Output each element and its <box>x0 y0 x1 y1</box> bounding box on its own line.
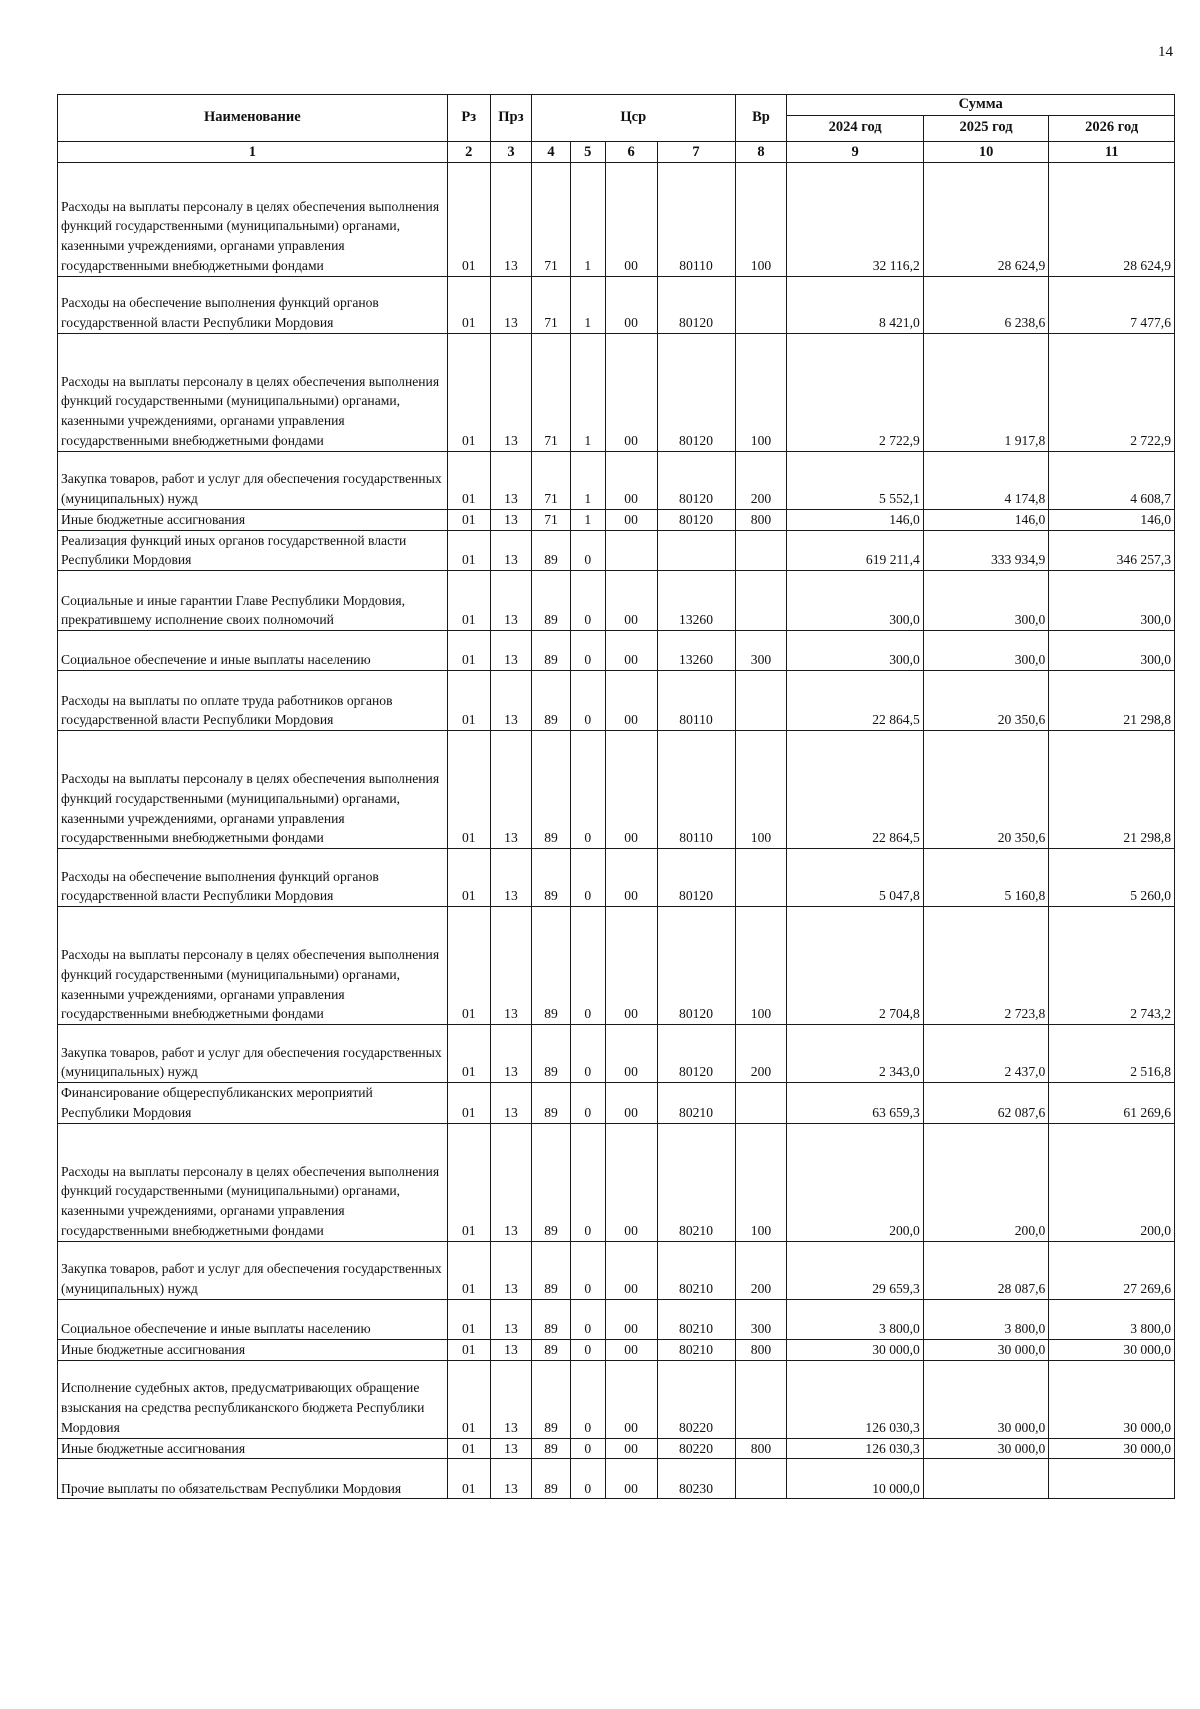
row-prz: 13 <box>490 1025 531 1083</box>
row-vr <box>735 1459 787 1499</box>
row-rz: 01 <box>447 1025 490 1083</box>
row-csr-4: 80220 <box>657 1438 735 1459</box>
row-csr-2: 0 <box>570 1083 605 1124</box>
row-prz: 13 <box>490 849 531 907</box>
row-csr-4: 13260 <box>657 571 735 631</box>
row-prz: 13 <box>490 1438 531 1459</box>
row-csr-4: 80110 <box>657 731 735 849</box>
row-rz: 01 <box>447 276 490 333</box>
row-amount-2025: 30 000,0 <box>923 1339 1049 1360</box>
row-amount-2025: 2 437,0 <box>923 1025 1049 1083</box>
column-number: 2 <box>447 141 490 162</box>
column-number: 11 <box>1049 141 1175 162</box>
row-prz: 13 <box>490 571 531 631</box>
table-row <box>58 849 1175 907</box>
row-csr-1: 89 <box>532 1299 571 1339</box>
row-amount-2026: 300,0 <box>1049 631 1175 671</box>
row-amount-2025: 30 000,0 <box>923 1438 1049 1459</box>
row-prz: 13 <box>490 1339 531 1360</box>
row-name: Расходы на обеспечение выполнения функций органов государственной власти Республики Мордовия <box>58 849 448 907</box>
column-number: 10 <box>923 141 1049 162</box>
row-csr-2: 0 <box>570 1360 605 1438</box>
row-vr: 300 <box>735 1299 787 1339</box>
row-prz: 13 <box>490 1459 531 1499</box>
row-amount-2026: 21 298,8 <box>1049 671 1175 731</box>
row-csr-1: 71 <box>532 509 571 530</box>
row-prz: 13 <box>490 509 531 530</box>
row-amount-2024: 2 722,9 <box>787 333 923 451</box>
row-csr-3: 00 <box>605 1123 657 1241</box>
row-vr: 200 <box>735 1025 787 1083</box>
column-number: 1 <box>58 141 448 162</box>
row-amount-2024: 22 864,5 <box>787 671 923 731</box>
row-amount-2024: 619 211,4 <box>787 530 923 571</box>
row-amount-2026: 2 722,9 <box>1049 333 1175 451</box>
row-csr-2: 0 <box>570 1339 605 1360</box>
row-name: Иные бюджетные ассигнования <box>58 1438 448 1459</box>
row-csr-4: 80120 <box>657 849 735 907</box>
row-amount-2024: 8 421,0 <box>787 276 923 333</box>
row-rz: 01 <box>447 1339 490 1360</box>
row-amount-2025: 20 350,6 <box>923 671 1049 731</box>
row-name: Закупка товаров, работ и услуг для обеспечения государственных (муниципальных) нужд <box>58 1241 448 1299</box>
row-csr-3: 00 <box>605 1339 657 1360</box>
column-number: 9 <box>787 141 923 162</box>
row-csr-1: 89 <box>532 1360 571 1438</box>
row-prz: 13 <box>490 276 531 333</box>
row-rz: 01 <box>447 1459 490 1499</box>
row-vr: 800 <box>735 509 787 530</box>
row-amount-2024: 30 000,0 <box>787 1339 923 1360</box>
row-rz: 01 <box>447 631 490 671</box>
row-csr-2: 1 <box>570 509 605 530</box>
header-name: Наименование <box>58 95 448 142</box>
row-name: Расходы на выплаты персоналу в целях обеспечения выполнения функций государственными (муниципальными) органами, казенными учреждениями, органами управления государственными внебюджетными фондами <box>58 162 448 276</box>
row-rz: 01 <box>447 451 490 509</box>
header-prz: Прз <box>490 95 531 142</box>
row-name: Расходы на выплаты персоналу в целях обеспечения выполнения функций государственными (муниципальными) органами, казенными учреждениями, органами управления государственными внебюджетными фондами <box>58 731 448 849</box>
row-csr-2: 0 <box>570 571 605 631</box>
row-amount-2026: 30 000,0 <box>1049 1438 1175 1459</box>
row-amount-2025: 200,0 <box>923 1123 1049 1241</box>
row-rz: 01 <box>447 1241 490 1299</box>
row-vr <box>735 530 787 571</box>
row-amount-2026: 346 257,3 <box>1049 530 1175 571</box>
row-prz: 13 <box>490 731 531 849</box>
table-row <box>58 1339 1175 1360</box>
row-amount-2025 <box>923 1459 1049 1499</box>
row-amount-2026: 2 516,8 <box>1049 1025 1175 1083</box>
table-row <box>58 1083 1175 1124</box>
row-vr <box>735 276 787 333</box>
row-csr-4: 80210 <box>657 1339 735 1360</box>
row-csr-2: 0 <box>570 731 605 849</box>
row-name: Социальное обеспечение и иные выплаты населению <box>58 631 448 671</box>
row-csr-3: 00 <box>605 907 657 1025</box>
table-row <box>58 530 1175 571</box>
table-header <box>58 95 1175 163</box>
row-csr-3: 00 <box>605 849 657 907</box>
row-vr <box>735 671 787 731</box>
table-row <box>58 333 1175 451</box>
row-amount-2025: 28 624,9 <box>923 162 1049 276</box>
row-csr-3: 00 <box>605 1299 657 1339</box>
row-csr-2: 1 <box>570 451 605 509</box>
row-csr-4: 80120 <box>657 451 735 509</box>
header-year-2024: 2024 год <box>787 115 923 141</box>
column-number: 8 <box>735 141 787 162</box>
table-row <box>58 1360 1175 1438</box>
column-number: 7 <box>657 141 735 162</box>
row-prz: 13 <box>490 1360 531 1438</box>
row-csr-4: 80120 <box>657 907 735 1025</box>
row-csr-3: 00 <box>605 1438 657 1459</box>
row-vr: 800 <box>735 1339 787 1360</box>
row-rz: 01 <box>447 907 490 1025</box>
row-csr-4: 80230 <box>657 1459 735 1499</box>
row-csr-4: 80110 <box>657 671 735 731</box>
row-prz: 13 <box>490 162 531 276</box>
row-amount-2025: 20 350,6 <box>923 731 1049 849</box>
row-csr-1: 89 <box>532 849 571 907</box>
row-name: Закупка товаров, работ и услуг для обеспечения государственных (муниципальных) нужд <box>58 451 448 509</box>
header-vr: Вр <box>735 95 787 142</box>
row-csr-3: 00 <box>605 671 657 731</box>
row-vr: 100 <box>735 1123 787 1241</box>
row-prz: 13 <box>490 671 531 731</box>
row-csr-2: 0 <box>570 1025 605 1083</box>
row-csr-1: 71 <box>532 451 571 509</box>
row-csr-4: 80210 <box>657 1299 735 1339</box>
table-row <box>58 571 1175 631</box>
row-rz: 01 <box>447 1299 490 1339</box>
row-csr-1: 89 <box>532 1241 571 1299</box>
row-amount-2026: 30 000,0 <box>1049 1339 1175 1360</box>
row-vr <box>735 571 787 631</box>
row-csr-1: 89 <box>532 1438 571 1459</box>
row-csr-1: 89 <box>532 731 571 849</box>
row-csr-3: 00 <box>605 1083 657 1124</box>
row-csr-1: 71 <box>532 276 571 333</box>
table-row <box>58 276 1175 333</box>
row-rz: 01 <box>447 333 490 451</box>
row-rz: 01 <box>447 849 490 907</box>
row-name: Социальные и иные гарантии Главе Республики Мордовия, прекратившему исполнение своих полномочий <box>58 571 448 631</box>
page-number: 14 <box>1158 44 1173 60</box>
column-number: 4 <box>532 141 571 162</box>
row-csr-3: 00 <box>605 571 657 631</box>
table-row <box>58 631 1175 671</box>
row-csr-4: 80110 <box>657 162 735 276</box>
table-row <box>58 671 1175 731</box>
row-csr-4: 80120 <box>657 509 735 530</box>
row-amount-2025: 28 087,6 <box>923 1241 1049 1299</box>
row-csr-2: 0 <box>570 1438 605 1459</box>
row-csr-1: 89 <box>532 671 571 731</box>
row-vr: 300 <box>735 631 787 671</box>
column-number: 6 <box>605 141 657 162</box>
row-amount-2024: 2 343,0 <box>787 1025 923 1083</box>
row-name: Расходы на выплаты по оплате труда работников органов государственной власти Республики Мордовия <box>58 671 448 731</box>
row-csr-2: 0 <box>570 671 605 731</box>
row-csr-2: 0 <box>570 1459 605 1499</box>
row-amount-2026: 5 260,0 <box>1049 849 1175 907</box>
row-name: Исполнение судебных актов, предусматривающих обращение взыскания на средства республиканского бюджета Республики Мордовия <box>58 1360 448 1438</box>
row-csr-3: 00 <box>605 1025 657 1083</box>
row-vr: 100 <box>735 731 787 849</box>
row-rz: 01 <box>447 509 490 530</box>
row-vr <box>735 1360 787 1438</box>
row-prz: 13 <box>490 907 531 1025</box>
row-name: Прочие выплаты по обязательствам Республики Мордовия <box>58 1459 448 1499</box>
row-csr-2: 1 <box>570 333 605 451</box>
row-amount-2025: 300,0 <box>923 571 1049 631</box>
row-csr-4: 80210 <box>657 1083 735 1124</box>
row-amount-2026: 27 269,6 <box>1049 1241 1175 1299</box>
column-number: 5 <box>570 141 605 162</box>
row-amount-2024: 300,0 <box>787 571 923 631</box>
row-prz: 13 <box>490 530 531 571</box>
row-rz: 01 <box>447 1123 490 1241</box>
row-amount-2025: 1 917,8 <box>923 333 1049 451</box>
row-prz: 13 <box>490 1299 531 1339</box>
row-csr-1: 89 <box>532 1339 571 1360</box>
table-body <box>58 162 1175 1499</box>
row-vr <box>735 1083 787 1124</box>
row-amount-2025: 300,0 <box>923 631 1049 671</box>
row-amount-2026: 3 800,0 <box>1049 1299 1175 1339</box>
row-vr: 100 <box>735 333 787 451</box>
row-vr <box>735 849 787 907</box>
row-name: Расходы на обеспечение выполнения функций органов государственной власти Республики Мордовия <box>58 276 448 333</box>
row-csr-3: 00 <box>605 451 657 509</box>
table-row <box>58 509 1175 530</box>
row-vr: 100 <box>735 162 787 276</box>
row-amount-2026: 200,0 <box>1049 1123 1175 1241</box>
row-csr-1: 89 <box>532 1123 571 1241</box>
row-rz: 01 <box>447 1083 490 1124</box>
row-amount-2026: 2 743,2 <box>1049 907 1175 1025</box>
row-amount-2026: 146,0 <box>1049 509 1175 530</box>
row-name: Финансирование общереспубликанских мероприятий Республики Мордовия <box>58 1083 448 1124</box>
row-csr-2: 1 <box>570 276 605 333</box>
row-amount-2024: 2 704,8 <box>787 907 923 1025</box>
row-csr-1: 89 <box>532 1025 571 1083</box>
row-csr-4: 80210 <box>657 1241 735 1299</box>
row-amount-2025: 333 934,9 <box>923 530 1049 571</box>
row-csr-1: 89 <box>532 571 571 631</box>
table-row <box>58 1438 1175 1459</box>
row-amount-2025: 6 238,6 <box>923 276 1049 333</box>
row-prz: 13 <box>490 1083 531 1124</box>
table-row <box>58 1025 1175 1083</box>
row-csr-1: 89 <box>532 530 571 571</box>
row-amount-2026: 7 477,6 <box>1049 276 1175 333</box>
row-amount-2024: 126 030,3 <box>787 1360 923 1438</box>
header-sum: Сумма <box>787 95 1175 116</box>
row-rz: 01 <box>447 731 490 849</box>
row-amount-2024: 146,0 <box>787 509 923 530</box>
row-vr: 200 <box>735 451 787 509</box>
row-csr-4: 13260 <box>657 631 735 671</box>
row-name: Закупка товаров, работ и услуг для обеспечения государственных (муниципальных) нужд <box>58 1025 448 1083</box>
row-vr: 100 <box>735 907 787 1025</box>
row-csr-4: 80120 <box>657 276 735 333</box>
column-number: 3 <box>490 141 531 162</box>
row-csr-2: 1 <box>570 162 605 276</box>
row-amount-2024: 5 047,8 <box>787 849 923 907</box>
row-csr-4: 80120 <box>657 1025 735 1083</box>
header-rz: Рз <box>447 95 490 142</box>
row-name: Иные бюджетные ассигнования <box>58 1339 448 1360</box>
table-row <box>58 1459 1175 1499</box>
row-csr-1: 89 <box>532 907 571 1025</box>
row-rz: 01 <box>447 1438 490 1459</box>
row-amount-2024: 63 659,3 <box>787 1083 923 1124</box>
row-amount-2024: 200,0 <box>787 1123 923 1241</box>
row-csr-3: 00 <box>605 162 657 276</box>
table-row <box>58 1123 1175 1241</box>
row-amount-2025: 2 723,8 <box>923 907 1049 1025</box>
row-csr-4 <box>657 530 735 571</box>
row-amount-2026: 4 608,7 <box>1049 451 1175 509</box>
table-row <box>58 907 1175 1025</box>
row-vr: 200 <box>735 1241 787 1299</box>
row-csr-2: 0 <box>570 631 605 671</box>
row-amount-2025: 146,0 <box>923 509 1049 530</box>
row-name: Расходы на выплаты персоналу в целях обеспечения выполнения функций государственными (муниципальными) органами, казенными учреждениями, органами управления государственными внебюджетными фондами <box>58 907 448 1025</box>
header-csr: Цср <box>532 95 735 142</box>
row-amount-2026: 61 269,6 <box>1049 1083 1175 1124</box>
row-rz: 01 <box>447 571 490 631</box>
row-csr-1: 71 <box>532 333 571 451</box>
row-prz: 13 <box>490 1123 531 1241</box>
row-prz: 13 <box>490 1241 531 1299</box>
table-row <box>58 451 1175 509</box>
row-amount-2025: 62 087,6 <box>923 1083 1049 1124</box>
row-amount-2024: 32 116,2 <box>787 162 923 276</box>
row-amount-2026: 21 298,8 <box>1049 731 1175 849</box>
row-amount-2024: 10 000,0 <box>787 1459 923 1499</box>
row-csr-3: 00 <box>605 631 657 671</box>
table-row <box>58 162 1175 276</box>
row-csr-3: 00 <box>605 1241 657 1299</box>
row-prz: 13 <box>490 451 531 509</box>
row-rz: 01 <box>447 671 490 731</box>
row-csr-3: 00 <box>605 731 657 849</box>
row-amount-2024: 29 659,3 <box>787 1241 923 1299</box>
row-amount-2024: 300,0 <box>787 631 923 671</box>
row-rz: 01 <box>447 1360 490 1438</box>
row-name: Реализация функций иных органов государственной власти Республики Мордовия <box>58 530 448 571</box>
row-csr-3: 00 <box>605 276 657 333</box>
row-amount-2025: 5 160,8 <box>923 849 1049 907</box>
header-year-2026: 2026 год <box>1049 115 1175 141</box>
row-csr-3: 00 <box>605 1459 657 1499</box>
row-amount-2025: 3 800,0 <box>923 1299 1049 1339</box>
row-csr-2: 0 <box>570 1299 605 1339</box>
row-prz: 13 <box>490 631 531 671</box>
table-row <box>58 1299 1175 1339</box>
row-csr-2: 0 <box>570 1123 605 1241</box>
row-amount-2025: 30 000,0 <box>923 1360 1049 1438</box>
row-prz: 13 <box>490 333 531 451</box>
row-csr-1: 89 <box>532 1459 571 1499</box>
row-name: Иные бюджетные ассигнования <box>58 509 448 530</box>
row-amount-2026 <box>1049 1459 1175 1499</box>
row-csr-2: 0 <box>570 907 605 1025</box>
budget-table <box>57 94 1175 1499</box>
row-csr-2: 0 <box>570 849 605 907</box>
header-year-2025: 2025 год <box>923 115 1049 141</box>
row-amount-2024: 126 030,3 <box>787 1438 923 1459</box>
row-rz: 01 <box>447 530 490 571</box>
row-csr-4: 80220 <box>657 1360 735 1438</box>
row-csr-4: 80210 <box>657 1123 735 1241</box>
row-csr-2: 0 <box>570 530 605 571</box>
row-csr-3 <box>605 530 657 571</box>
row-amount-2024: 5 552,1 <box>787 451 923 509</box>
row-csr-3: 00 <box>605 1360 657 1438</box>
row-rz: 01 <box>447 162 490 276</box>
row-amount-2026: 30 000,0 <box>1049 1360 1175 1438</box>
row-amount-2025: 4 174,8 <box>923 451 1049 509</box>
row-name: Расходы на выплаты персоналу в целях обеспечения выполнения функций государственными (муниципальными) органами, казенными учреждениями, органами управления государственными внебюджетными фондами <box>58 1123 448 1241</box>
row-csr-1: 89 <box>532 1083 571 1124</box>
row-amount-2026: 28 624,9 <box>1049 162 1175 276</box>
row-csr-3: 00 <box>605 333 657 451</box>
row-csr-4: 80120 <box>657 333 735 451</box>
table-row <box>58 1241 1175 1299</box>
row-amount-2024: 22 864,5 <box>787 731 923 849</box>
column-number-row <box>58 141 1175 162</box>
row-csr-1: 89 <box>532 631 571 671</box>
row-amount-2024: 3 800,0 <box>787 1299 923 1339</box>
table-row <box>58 731 1175 849</box>
row-name: Социальное обеспечение и иные выплаты населению <box>58 1299 448 1339</box>
row-amount-2026: 300,0 <box>1049 571 1175 631</box>
row-csr-1: 71 <box>532 162 571 276</box>
row-vr: 800 <box>735 1438 787 1459</box>
row-csr-3: 00 <box>605 509 657 530</box>
row-name: Расходы на выплаты персоналу в целях обеспечения выполнения функций государственными (муниципальными) органами, казенными учреждениями, органами управления государственными внебюджетными фондами <box>58 333 448 451</box>
row-csr-2: 0 <box>570 1241 605 1299</box>
